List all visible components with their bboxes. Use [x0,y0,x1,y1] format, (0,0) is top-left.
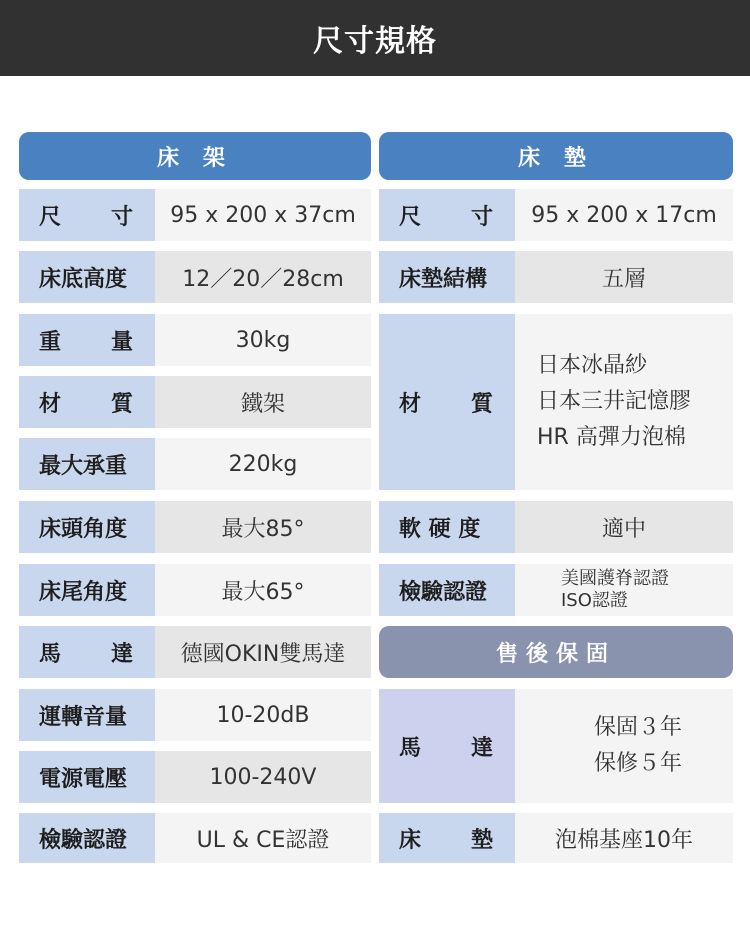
frame-height-value: 12／20／28cm [155,251,371,303]
mattress-size-label [379,189,515,241]
frame-material-value: 鐵架 [155,376,371,428]
warranty-line: 保修５年 [593,751,682,776]
frame-header: 床 架 [19,132,371,180]
label-char: 尺 [399,204,422,230]
label-char: 量 [110,329,133,355]
label-char: 材 [399,391,422,417]
frame-noise-value: 10-20dB [155,689,371,741]
warranty-header: 售後保固 [379,626,733,678]
label-char: 達 [110,641,133,667]
label-char: 馬 [399,735,422,761]
cert-line: ISO認證 [561,590,628,611]
warranty-line: 保固３年 [593,715,682,740]
label-char: 材 [39,391,62,417]
title-bar [0,0,750,76]
warranty-mattress-value: 泡棉基座10年 [515,813,733,863]
mattress-header: 床 墊 [379,132,733,180]
frame-cert-value: UL & CE認證 [155,813,371,863]
frame-size-label [19,189,155,241]
material-line: 日本冰晶紗 [537,353,648,378]
frame-head-angle-label: 床頭角度 [19,501,155,553]
warranty-mattress-label [379,813,515,863]
frame-height-label: 床底高度 [19,251,155,303]
warranty-motor-label [379,689,515,803]
frame-maxload-label: 最大承重 [19,438,155,490]
frame-motor-value: 德國OKIN雙馬達 [155,626,371,678]
label-char: 床 [399,827,422,853]
frame-motor-label [19,626,155,678]
mattress-material-label [379,314,515,490]
mattress-structure-label: 床墊結構 [379,251,515,303]
frame-cert-label: 檢驗認證 [19,813,155,863]
frame-head-angle-value: 最大85° [155,501,371,553]
label-char: 墊 [470,827,493,853]
warranty-motor-value [515,689,733,803]
frame-voltage-label: 電源電壓 [19,751,155,803]
mattress-size-value: 95 x 200 x 17cm [515,189,733,241]
frame-weight-label [19,314,155,366]
frame-material-label [19,376,155,428]
mattress-cert-value [515,564,733,616]
frame-size-value: 95 x 200 x 37cm [155,189,371,241]
frame-foot-angle-label: 床尾角度 [19,564,155,616]
label-char: 寸 [110,204,133,230]
mattress-firmness-value: 適中 [515,501,733,553]
frame-voltage-value: 100-240V [155,751,371,803]
frame-weight-value: 30kg [155,314,371,366]
mattress-structure-value: 五層 [515,251,733,303]
label-char: 達 [470,735,493,761]
frame-noise-label: 運轉音量 [19,689,155,741]
label-char: 重 [39,329,62,355]
frame-foot-angle-value: 最大65° [155,564,371,616]
label-char: 尺 [39,204,62,230]
label-char: 質 [470,391,493,417]
material-line: 日本三井記憶膠 [537,389,692,414]
label-char: 馬 [39,641,62,667]
mattress-firmness-label: 軟 硬 度 [379,501,515,553]
material-line: HR 高彈力泡棉 [537,425,686,450]
label-char: 質 [110,391,133,417]
frame-maxload-value: 220kg [155,438,371,490]
mattress-material-value [515,314,733,490]
page-title: 尺寸規格 [313,24,437,59]
cert-line: 美國護脊認證 [561,568,669,589]
mattress-cert-label: 檢驗認證 [379,564,515,616]
label-char: 寸 [470,204,493,230]
